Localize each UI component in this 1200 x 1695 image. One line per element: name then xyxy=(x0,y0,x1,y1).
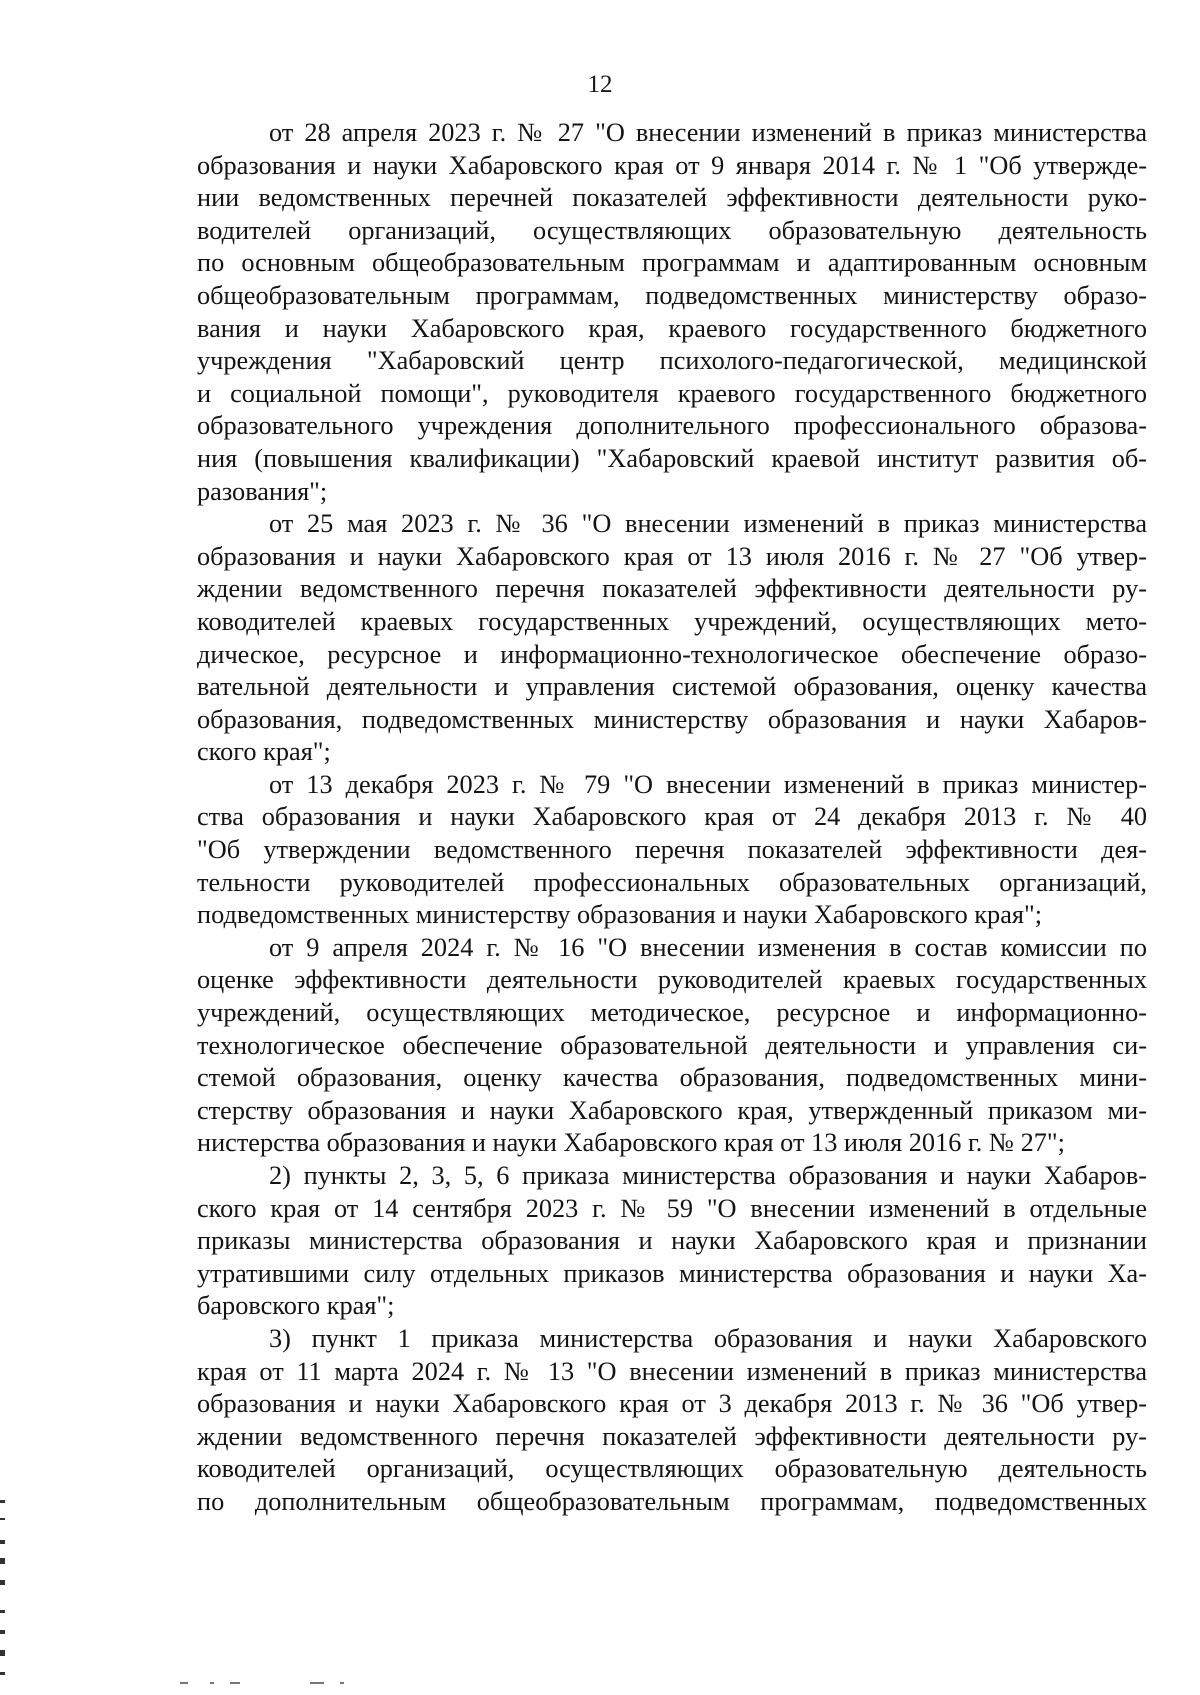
paragraph-order-2024-04-09 xyxy=(197,932,1147,1160)
text-line: и социальной помощи", руководителя краевого государственного бюджетного xyxy=(197,378,1147,408)
paragraph-item-3 xyxy=(197,1323,1147,1519)
text-line: по основным общеобразовательным программам и адаптированным основным xyxy=(197,248,1147,278)
paragraph-order-2023-12-13 xyxy=(197,769,1147,932)
text-line: края от 11 марта 2024 г. № 13 "О внесении изменений в приказ министерства xyxy=(197,1356,1147,1386)
text-line: от 28 апреля 2023 г. № 27 "О внесении изменений в приказ министерства xyxy=(269,118,1147,147)
text-line: образования и науки Хабаровского края от 3 декабря 2013 г. № 36 "Об утвер- xyxy=(197,1389,1147,1419)
text-line: вания и науки Хабаровского края, краевого государственного бюджетного xyxy=(197,313,1147,343)
text-line: ства образования и науки Хабаровского края от 24 декабря 2013 г. № 40 xyxy=(197,802,1147,832)
text-line: водителей организаций, осуществляющих образовательную деятельность xyxy=(197,215,1147,245)
paragraph-order-2023-05-25 xyxy=(197,508,1147,769)
text-line: по дополнительным общеобразовательным программам, подведомственных xyxy=(197,1486,1147,1516)
text-line: ководителей организаций, осуществляющих образовательную деятельность xyxy=(197,1454,1147,1484)
text-line: общеобразовательным программам, подведомственных министерству образо- xyxy=(197,280,1147,310)
text-line: стерству образования и науки Хабаровского края, утвержденный приказом ми- xyxy=(197,1095,1147,1125)
text-line: нии ведомственных перечней показателей эффективности деятельности руко- xyxy=(197,183,1147,213)
text-line: приказы министерства образования и науки Хабаровского края и признании xyxy=(197,1226,1147,1256)
text-line: от 13 декабря 2023 г. № 79 "О внесении изменений в приказ министер- xyxy=(269,769,1147,799)
text-line: тельности руководителей профессиональных образовательных организаций, xyxy=(197,867,1147,897)
text-line: образовательного учреждения дополнительного профессионального образова- xyxy=(197,411,1147,441)
page-number: 12 xyxy=(587,71,613,98)
text-line: вательной деятельности и управления системой образования, оценку качества xyxy=(197,672,1147,702)
text-line: учреждения "Хабаровский центр психолого-педагогической, медицинской xyxy=(197,346,1147,376)
text-line: подведомственных министерству образования и науки Хабаровского края"; xyxy=(197,900,1043,930)
text-line: утратившими силу отдельных приказов министерства образования и науки Ха- xyxy=(197,1258,1147,1288)
text-line: ждении ведомственного перечня показателей эффективности деятельности ру- xyxy=(197,574,1147,604)
text-line: нистерства образования и науки Хабаровского края от 13 июля 2016 г. № 27"; xyxy=(197,1128,1065,1158)
text-line: от 25 мая 2023 г. № 36 "О внесении изменений в приказ министерства xyxy=(269,509,1147,539)
text-line: ского края"; xyxy=(197,737,331,767)
text-line: баровского края"; xyxy=(197,1291,395,1321)
text-line: ния (повышения квалификации) "Хабаровский краевой институт развития об- xyxy=(197,443,1147,473)
text-line: оценке эффективности деятельности руководителей краевых государственных xyxy=(197,965,1147,995)
text-line: образования, подведомственных министерству образования и науки Хабаров- xyxy=(197,704,1147,734)
text-line: учреждений, осуществляющих методическое, ресурсное и информационно- xyxy=(197,998,1147,1028)
text-line: дическое, ресурсное и информационно-технологическое обеспечение образо- xyxy=(197,639,1147,669)
text-line: "Об утверждении ведомственного перечня показателей эффективности дея- xyxy=(197,835,1147,865)
text-line: технологическое обеспечение образовательной деятельности и управления си- xyxy=(197,1030,1147,1060)
paragraph-order-2023-04-28 xyxy=(197,117,1147,508)
text-line: разования"; xyxy=(197,476,328,506)
text-line: ского края от 14 сентября 2023 г. № 59 "О внесении изменений в отдельные xyxy=(197,1193,1147,1223)
text-line: от 9 апреля 2024 г. № 16 "О внесении изменения в состав комиссии по xyxy=(269,932,1147,962)
document-body xyxy=(197,117,1147,1519)
text-line: 3) пункт 1 приказа министерства образования и науки Хабаровского xyxy=(269,1323,1147,1353)
text-line: стемой образования, оценку качества образования, подведомственных мини- xyxy=(197,1063,1147,1093)
paragraph-item-2 xyxy=(197,1160,1147,1323)
text-line: ждении ведомственного перечня показателей эффективности деятельности ру- xyxy=(197,1421,1147,1451)
text-line: образования и науки Хабаровского края от 13 июля 2016 г. № 27 "Об утвер- xyxy=(197,541,1147,571)
text-line: 2) пункты 2, 3, 5, 6 приказа министерства образования и науки Хабаров- xyxy=(269,1161,1147,1190)
scan-bottom-specks xyxy=(180,1682,380,1688)
text-line: ководителей краевых государственных учреждений, осуществляющих мето- xyxy=(197,606,1147,636)
scan-margin-marks xyxy=(0,1500,6,1680)
text-line: образования и науки Хабаровского края от 9 января 2014 г. № 1 "Об утвержде- xyxy=(197,150,1147,180)
